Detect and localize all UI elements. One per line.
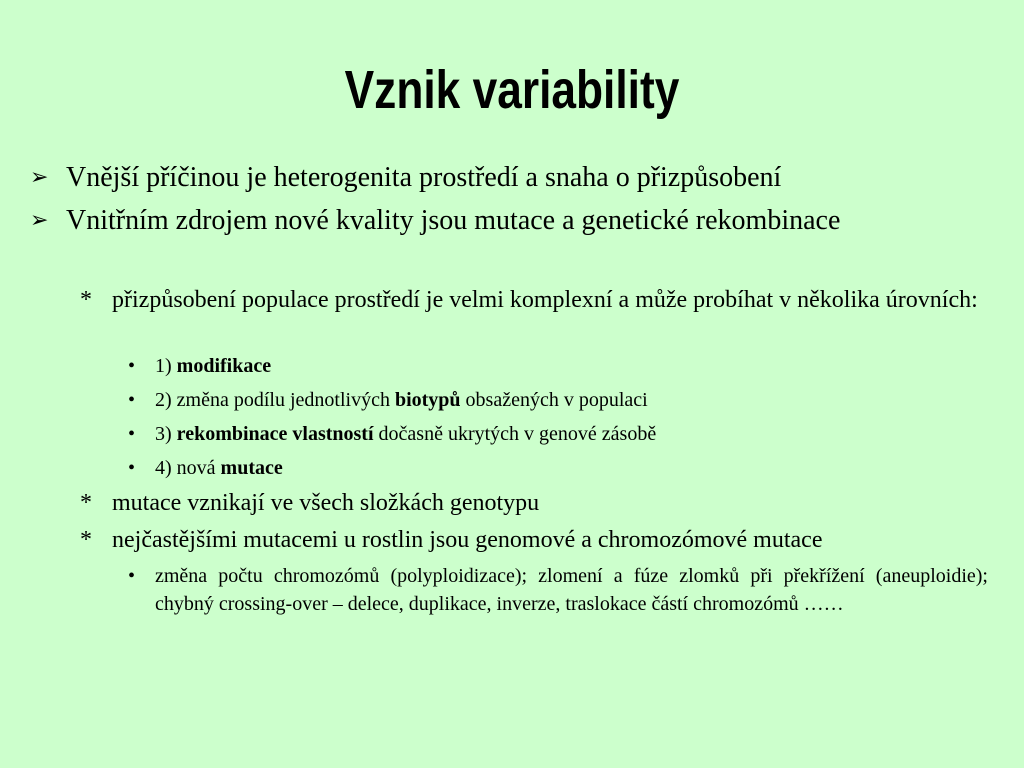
asterisk-bullet-icon: * <box>80 490 92 516</box>
bullet-text: Vnější příčinou je heterogenita prostředí a snaha o přizpůsobení <box>66 162 782 193</box>
bullet-text-bold: biotypů <box>394 389 461 411</box>
bullet-text-bold: mutace <box>220 457 283 479</box>
bullet-text-prefix: 1) <box>155 355 177 377</box>
arrow-bullet-icon: ➢ <box>30 165 49 190</box>
bullet-level2-item <box>0 286 1024 344</box>
bullet-text-bold: modifikace <box>176 355 272 377</box>
bullet-level1-item <box>0 159 1024 197</box>
bullet-text-suffix: dočasně ukrytých v genové zásobě <box>373 423 657 445</box>
bullet-level2-item <box>0 489 1024 518</box>
dot-bullet-icon: • <box>128 423 136 445</box>
bullet-text-prefix: 2) změna podílu jednotlivých <box>155 389 395 411</box>
bullet-text: Vnitřním zdrojem nové kvality jsou mutace a genetické rekombinace <box>66 205 841 236</box>
bullet-level3-item <box>0 454 1024 482</box>
dot-bullet-icon: • <box>128 457 136 479</box>
bullet-text: nejčastějšími mutacemi u rostlin jsou genomové a chromozómové mutace <box>112 527 823 553</box>
bullet-text: změna počtu chromozómů (polyploidizace); zlomení a fúze zlomků při překřížení (aneuploidie); chybný crossing-over – delece, duplikace, inverze, traslokace částí chromozómů …… <box>155 565 988 615</box>
bullet-text-prefix: 3) <box>155 423 177 445</box>
bullet-text: mutace vznikají ve všech složkách genotypu <box>112 490 540 516</box>
bullet-level3-item <box>0 386 1024 414</box>
bullet-text-prefix: 4) nová <box>155 457 221 479</box>
bullet-level3-item <box>0 562 1024 646</box>
bullet-level3-item <box>0 420 1024 448</box>
bullet-text-suffix: obsažených v populaci <box>460 389 648 411</box>
bullet-text-bold: rekombinace vlastností <box>176 423 374 445</box>
bullet-text <box>155 454 988 482</box>
bullet-text: přizpůsobení populace prostředí je velmi komplexní a může probíhat v několika úrovních: <box>112 287 978 313</box>
slide-title: Vznik variability <box>344 60 680 120</box>
bullet-level3-item <box>0 352 1024 380</box>
bullet-text <box>155 420 988 448</box>
bullet-text <box>155 386 988 414</box>
asterisk-bullet-icon: * <box>80 287 92 313</box>
dot-bullet-icon: • <box>128 355 136 377</box>
bullet-text <box>155 352 988 380</box>
arrow-bullet-icon: ➢ <box>30 208 49 233</box>
dot-bullet-icon: • <box>128 565 136 587</box>
dot-bullet-icon: • <box>128 389 136 411</box>
bullet-level2-item <box>0 526 1024 555</box>
bullet-level1-item <box>0 202 1024 278</box>
asterisk-bullet-icon: * <box>80 527 92 553</box>
